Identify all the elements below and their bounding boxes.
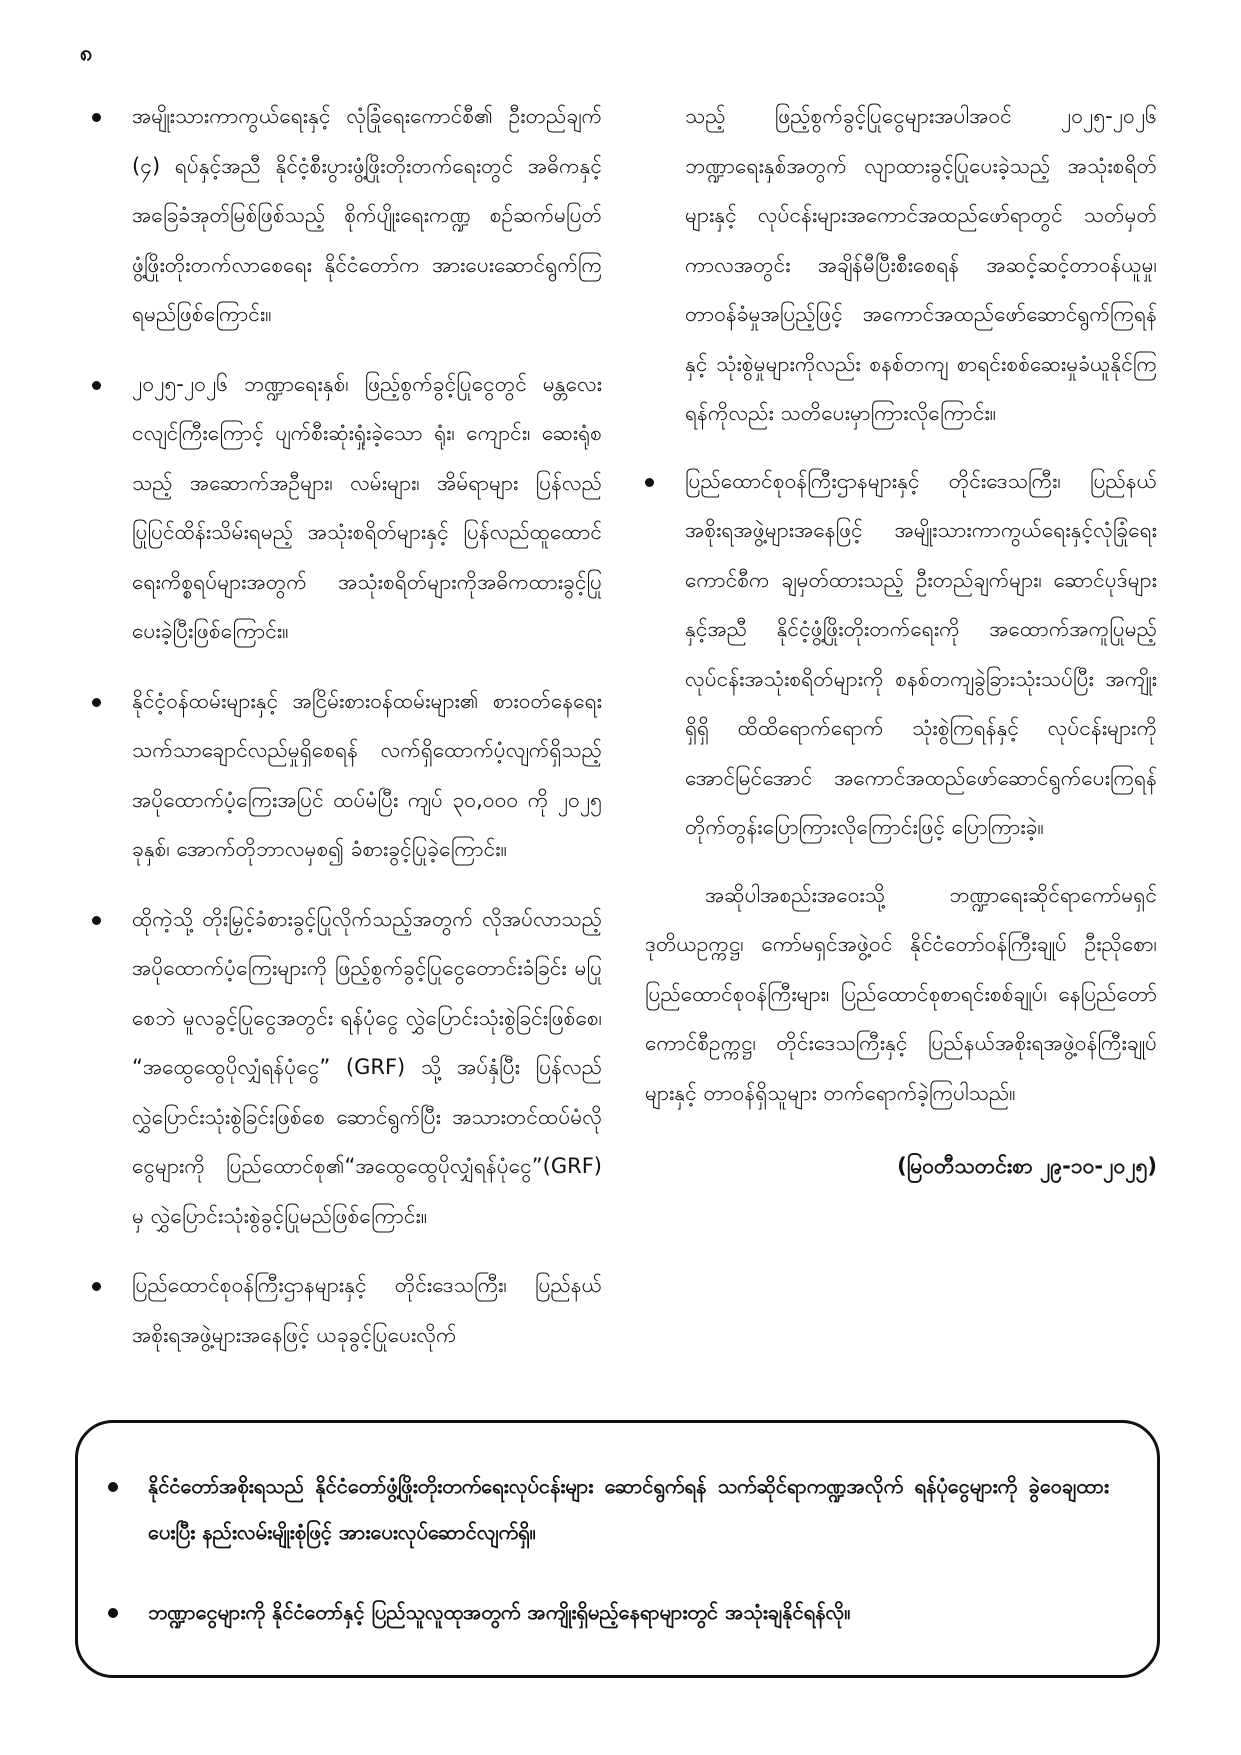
list-item bbox=[108, 1463, 1109, 1555]
bullet-icon bbox=[92, 1282, 101, 1291]
list-item bbox=[92, 677, 602, 875]
list-item-text: အမျိုးသားကာကွယ်ရေးနှင့် လုံခြုံရေးကောင်စီ၏ ဦးတည်ချက် (၄) ရပ်နှင့်အညီ နိုင်ငံ့စီးပွားဖွံ့ဖြိုးတိုးတက်ရေးတွင် အဓိကနှင့် အခြေခံအုတ်မြစ်ဖြစ်သည့် စိုက်ပျိုးရေးကဏ္ဍ စဉ်ဆက်မပြတ် ဖွံ့ဖြိုးတိုးတက်လာစေရေး နိုင်ငံတော်က အားပေးဆောင်ရွက်ကြရမည်ဖြစ်ကြောင်း။ bbox=[132, 104, 602, 326]
list-item-text: ပြည်ထောင်စုဝန်ကြီးဌာနများနှင့် တိုင်းဒေသကြီး၊ ပြည်နယ်အစိုးရအဖွဲ့များအနေဖြင့် အမျိုးသားကာကွယ်ရေးနှင့်လုံခြုံရေးကောင်စီက ချမှတ်ထားသည့် ဦးတည်ချက်များ၊ ဆောင်ပုဒ်များနှင့်အညီ နိုင်ငံ့ဖွံ့ဖြိုးတိုးတက်ရေးကို အထောက်အကူပြုမည့် လုပ်ငန်းအသုံးစရိတ်များကို စနစ်တကျခွဲခြားသုံးသပ်ပြီး အကျိုးရှိရှိ ထိထိရောက်ရောက် သုံးစွဲကြရန်နှင့် လုပ်ငန်းများကို အောင်မြင်အောင် အကောင်အထည်ဖော်ဆောင်ရွက်ပေးကြရန် တိုက်တွန်းပြောကြားလိုကြောင်းဖြင့် ပြောကြားခဲ့။ bbox=[685, 468, 1157, 839]
right-bullet-list bbox=[645, 457, 1157, 853]
left-column bbox=[92, 92, 602, 1380]
list-item-text: ဘဏ္ဍာငွေများကို နိုင်ငံတော်နှင့် ပြည်သူလူထုအတွက် အကျိုးရှိမည့်နေရာများတွင် အသုံးချနိုင်ရန်လို။ bbox=[148, 1600, 851, 1624]
callout-box bbox=[75, 1420, 1160, 1678]
list-item-text: ထိုကဲ့သို့ တိုးမြှင့်ခံစားခွင့်ပြုလိုက်သည့်အတွက် လိုအပ်လာသည့် အပိုထောက်ပံ့ကြေးများကို ဖြည့်စွက်ခွင့်ပြုငွေတောင်းခံခြင်း မပြုစေဘဲ မူလခွင့်ပြုငွေအတွင်း ရန်ပုံငွေ လွှဲပြောင်းသုံးစွဲခြင်းဖြစ်စေ၊ “အထွေထွေပိုလျှံရန်ပုံငွေ” (GRF) သို့ အပ်နှံပြီး ပြန်လည်လွှဲပြောင်းသုံးစွဲခြင်းဖြစ်စေ ဆောင်ရွက်ပြီး အသားတင်ထပ်မံလိုငွေများကို ပြည်ထောင်စု၏“အထွေထွေပိုလျှံရန်ပုံငွေ”(GRF) မှ လွှဲပြောင်းသုံးစွဲခွင့်ပြုမည်ဖြစ်ကြောင်း။ bbox=[132, 906, 602, 1228]
continuation-paragraph: သည့် ဖြည့်စွက်ခွင့်ပြုငွေများအပါအဝင် ၂၀၂၅-၂၀၂၆ ဘဏ္ဍာရေးနှစ်အတွက် လျာထားခွင့်ပြုပေးခဲ့သည့် အသုံးစရိတ်များနှင့် လုပ်ငန်းများအကောင်အထည်ဖော်ရာတွင် သတ်မှတ်ကာလအတွင်း အချိန်မီပြီးစီးစေရန် အဆင့်ဆင့်တာဝန်ယူမှု၊ တာဝန်ခံမှုအပြည့်ဖြင့် အကောင်အထည်ဖော်ဆောင်ရွက်ကြရန်နှင့် သုံးစွဲမှုများကိုလည်း စနစ်တကျ စာရင်းစစ်ဆေးမှုခံယူနိုင်ကြရန်ကိုလည်း သတိပေးမှာကြားလိုကြောင်း။ bbox=[685, 104, 1157, 425]
list-item bbox=[92, 1261, 602, 1360]
right-column bbox=[645, 92, 1157, 1192]
bullet-icon bbox=[108, 1482, 118, 1492]
bullet-icon bbox=[92, 698, 101, 707]
bullet-icon bbox=[92, 113, 101, 122]
source-citation: (မြဝတီသတင်းစာ ၂၉-၁၀-၂၀၂၅) bbox=[897, 1154, 1157, 1178]
list-item bbox=[108, 1589, 1109, 1635]
closing-paragraph: အဆိုပါအစည်းအဝေးသို့ ဘဏ္ဍာရေးဆိုင်ရာကော်မရှင် ဒုတိယဥက္ကဋ္ဌ၊ ကော်မရှင်အဖွဲ့ဝင် နိုင်ငံတော်ဝန်ကြီးချုပ် ဦးညိုစော၊ ပြည်ထောင်စုဝန်ကြီးများ၊ ပြည်ထောင်စုစာရင်းစစ်ချုပ်၊ နေပြည်တော်ကောင်စီဥက္ကဋ္ဌ၊ တိုင်းဒေသကြီးနှင့် ပြည်နယ်အစိုးရအဖွဲ့ဝန်ကြီးချုပ်များနှင့် တာဝန်ရှိသူများ တက်ရောက်ခဲ့ကြပါသည်။ bbox=[645, 882, 1157, 1105]
list-item-text: ပြည်ထောင်စုဝန်ကြီးဌာနများနှင့် တိုင်းဒေသကြီး၊ ပြည်နယ်အစိုးရအဖွဲ့များအနေဖြင့် ယခုခွင့်ပြုပေးလိုက် bbox=[132, 1273, 602, 1347]
list-item bbox=[92, 360, 602, 657]
list-item bbox=[645, 457, 1157, 853]
left-bullet-list bbox=[92, 92, 602, 1360]
list-item bbox=[92, 92, 602, 340]
bullet-icon bbox=[92, 381, 101, 390]
bullet-icon bbox=[92, 916, 101, 925]
list-item-text: ၂၀၂၅-၂၀၂၆ ဘဏ္ဍာရေးနှစ်၊ ဖြည့်စွက်ခွင့်ပြုငွေတွင် မန္တလေးငလျင်ကြီးကြောင့် ပျက်စီးဆုံးရှုံးခဲ့သော ရုံး၊ ကျောင်း၊ ဆေးရုံစသည့် အဆောက်အဦများ၊ လမ်းများ၊ အိမ်ရာများ ပြန်လည်ပြုပြင်ထိန်းသိမ်းရမည့် အသုံးစရိတ်များနှင့် ပြန်လည်ထူထောင်ရေးကိစ္စရပ်များအတွက် အသုံးစရိတ်များကိုအဓိကထားခွင့်ပြုပေးခဲ့ပြီးဖြစ်ကြောင်း။ bbox=[132, 371, 602, 643]
list-item-text: နိုင်ငံတော်အစိုးရသည် နိုင်ငံတော်ဖွံ့ဖြိုးတိုးတက်ရေးလုပ်ငန်းများ ဆောင်ရွက်ရန် သက်ဆိုင်ရာကဏ္ဍအလိုက် ရန်ပုံငွေများကို ခွဲဝေချထားပေးပြီး နည်းလမ်းမျိုးစုံဖြင့် အားပေးလုပ်ဆောင်လျက်ရှိ။ bbox=[148, 1474, 1109, 1544]
bullet-icon bbox=[645, 478, 654, 487]
list-item-text: နိုင်ငံ့ဝန်ထမ်းများနှင့် အငြိမ်းစားဝန်ထမ်းများ၏ စားဝတ်နေရေး သက်သာချောင်လည်မှုရှိစေရန် လက်ရှိထောက်ပံ့လျက်ရှိသည့် အပိုထောက်ပံ့ကြေးအပြင် ထပ်မံပြီး ကျပ် ၃၀,၀၀၀ ကို ၂၀၂၅ ခုနှစ်၊ အောက်တိုဘာလမှစ၍ ခံစားခွင့်ပြုခဲ့ကြောင်း။ bbox=[132, 688, 602, 861]
callout-bullet-list bbox=[108, 1463, 1109, 1635]
list-item bbox=[92, 895, 602, 1242]
page-number: ၈ bbox=[80, 41, 93, 66]
bullet-icon bbox=[108, 1608, 118, 1618]
